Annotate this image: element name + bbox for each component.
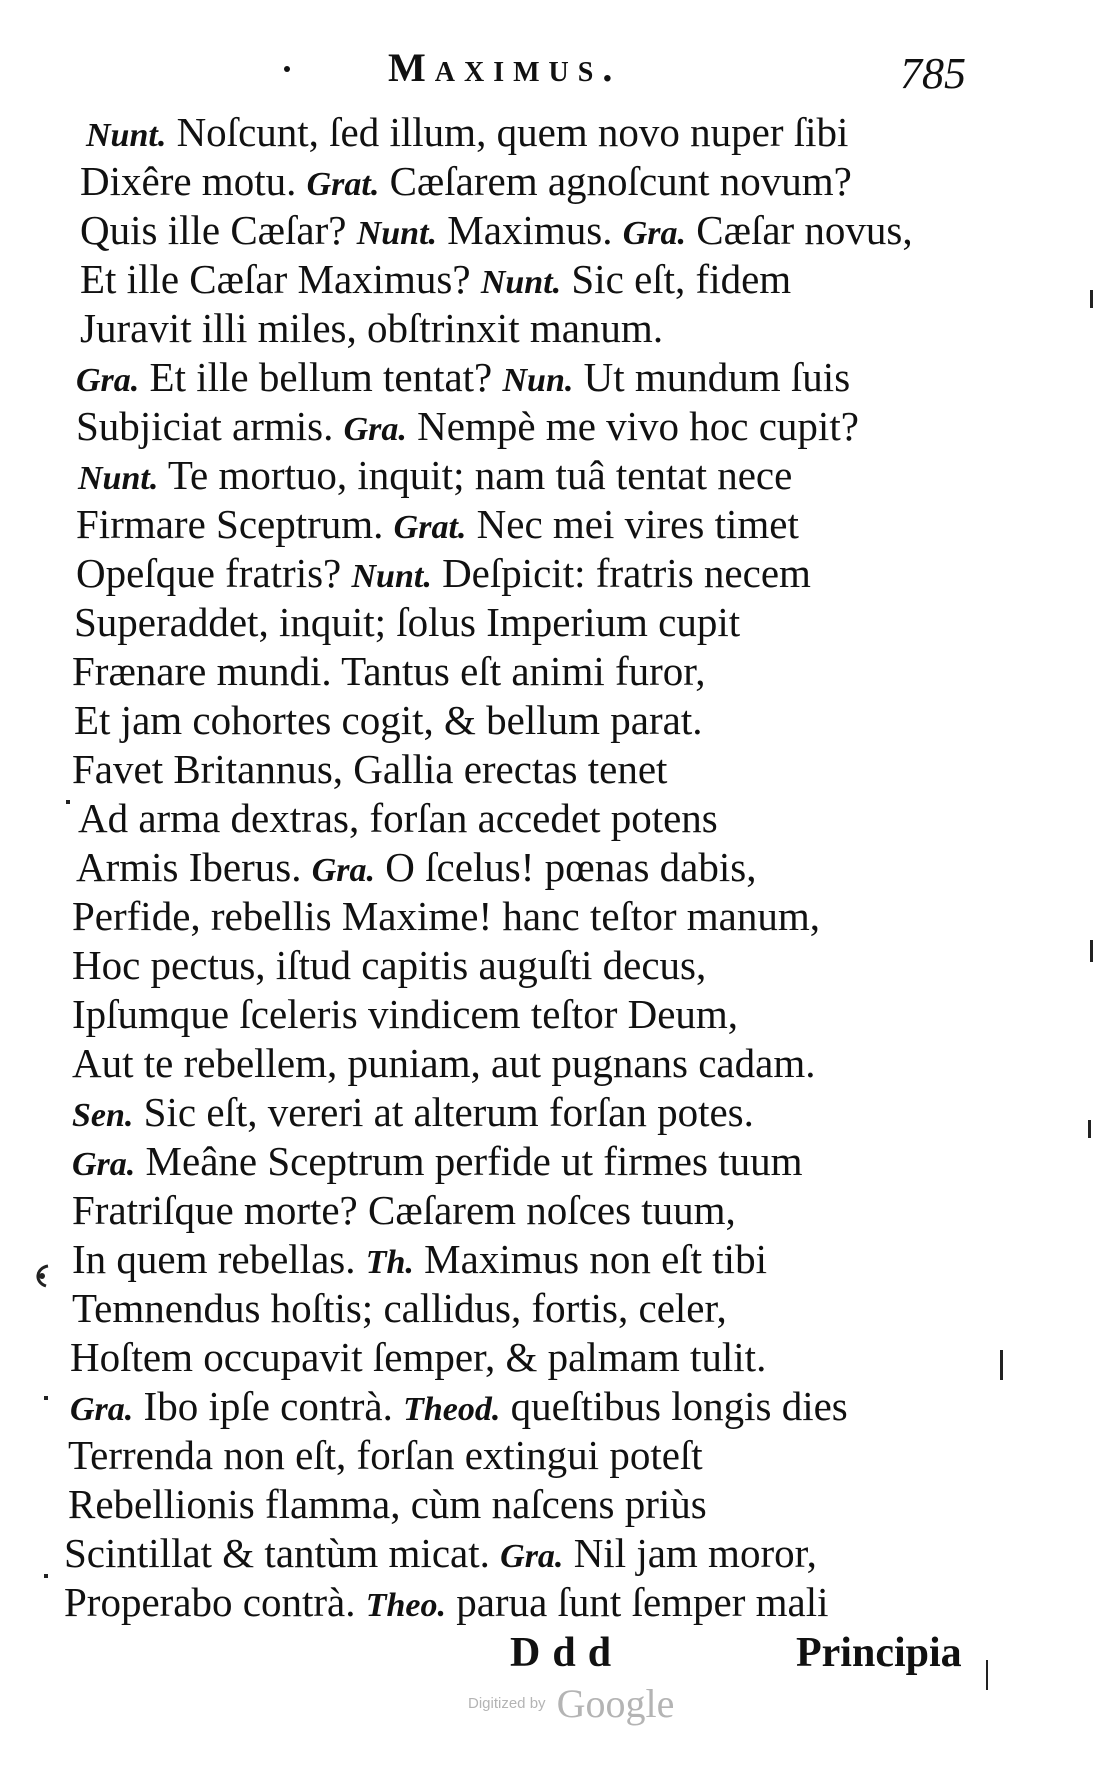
verse-line bbox=[70, 1333, 766, 1382]
speaker-label: Nunt. bbox=[86, 117, 167, 154]
verse-text: Cæſarem agnoſcunt novum? bbox=[379, 158, 852, 204]
verse-text: Aut te rebellem, puniam, aut pugnans cadam. bbox=[72, 1040, 816, 1086]
verse-text: Rebellionis flamma, cùm naſcens priùs bbox=[68, 1481, 707, 1527]
verse-line bbox=[72, 1137, 803, 1186]
verse-text: O ſcelus! pœnas dabis, bbox=[375, 844, 757, 890]
verse-text: Meâne Sceptrum perfide ut firmes tuum bbox=[135, 1138, 803, 1184]
verse-text: Et ille Cæſar Maximus? bbox=[80, 256, 481, 302]
scan-speck bbox=[1090, 290, 1093, 308]
speaker-label: Gra. bbox=[76, 362, 140, 399]
verse-text: Maximus non eſt tibi bbox=[413, 1236, 767, 1282]
verse-line bbox=[72, 745, 667, 794]
scan-speck bbox=[44, 1574, 48, 1578]
speaker-label: Gra. bbox=[72, 1146, 136, 1183]
verse-text: queſtibus longis dies bbox=[500, 1383, 848, 1429]
verse-line bbox=[80, 206, 913, 255]
verse-line bbox=[78, 794, 718, 843]
verse-line bbox=[68, 1480, 707, 1529]
verse-line bbox=[74, 696, 703, 745]
speaker-label: Gra. bbox=[622, 215, 686, 252]
verse-line bbox=[72, 1235, 767, 1284]
verse-text: Hoc pectus, iſtud capitis auguſti decus, bbox=[72, 942, 707, 988]
verse-line bbox=[72, 1284, 727, 1333]
verse-line bbox=[72, 647, 706, 696]
verse-text: Scintillat & tantùm micat. bbox=[64, 1530, 501, 1576]
verse-text: Armis Iberus. bbox=[76, 844, 312, 890]
page-number: 785 bbox=[900, 49, 966, 98]
speaker-label: Gra. bbox=[343, 411, 407, 448]
verse-text: Te mortuo, inquit; nam tuâ tentat nece bbox=[158, 452, 793, 498]
verse-line bbox=[76, 500, 799, 549]
verse-line bbox=[72, 1088, 754, 1137]
watermark-prefix: Digitized by bbox=[468, 1695, 546, 1712]
verse-text: Nec mei vires timet bbox=[466, 501, 799, 547]
verse-text: Subjiciat armis. bbox=[76, 403, 344, 449]
verse-line bbox=[64, 1578, 829, 1627]
verse-line bbox=[76, 549, 811, 598]
speaker-label: Gra. bbox=[500, 1538, 564, 1575]
verse-line bbox=[80, 304, 663, 353]
verse-line bbox=[80, 255, 791, 304]
scan-speck bbox=[44, 1396, 48, 1400]
scan-speck bbox=[1000, 1350, 1003, 1380]
speaker-label: Nunt. bbox=[480, 264, 562, 301]
verse-line bbox=[86, 108, 848, 157]
verse-line bbox=[64, 1529, 817, 1578]
verse-text: Terrenda non eſt, forſan extingui poteſt bbox=[68, 1432, 703, 1478]
verse-text: In quem rebellas. bbox=[72, 1236, 366, 1282]
speaker-label: Th. bbox=[365, 1244, 414, 1281]
catchword: Principia bbox=[796, 1630, 962, 1676]
verse-text: Ut mundum ſuis bbox=[573, 354, 851, 400]
verse-line bbox=[72, 941, 706, 990]
speaker-label: Nunt. bbox=[356, 215, 438, 252]
verse-text: Quis ille Cæſar? bbox=[80, 207, 357, 253]
digitization-watermark bbox=[468, 1680, 674, 1730]
verse-text: Sic eſt, vereri at alterum forſan potes. bbox=[133, 1089, 754, 1135]
verse-text: Properabo contrà. bbox=[64, 1579, 366, 1625]
verse-text: Superaddet, inquit; ſolus Imperium cupit bbox=[74, 599, 741, 645]
speaker-label: Sen. bbox=[72, 1097, 134, 1134]
verse-text: Maximus. bbox=[437, 207, 623, 253]
speaker-label: Gra. bbox=[311, 852, 376, 889]
page-foot bbox=[0, 1629, 1000, 1679]
speaker-label: Nunt. bbox=[78, 460, 159, 497]
verse-text: Noſcunt, ſed illum, quem novo nuper ſibi bbox=[166, 109, 849, 155]
verse-text: Dixêre motu. bbox=[80, 158, 307, 204]
speaker-label: Theo. bbox=[365, 1587, 446, 1624]
verse-line bbox=[68, 1431, 703, 1480]
verse-line bbox=[76, 843, 756, 892]
verse-text: Ibo ipſe contrà. bbox=[133, 1383, 404, 1429]
speaker-label: Grat. bbox=[393, 509, 467, 546]
verse-text: Et jam cohortes cogit, & bellum parat. bbox=[74, 697, 703, 743]
verse-text: Opeſque fratris? bbox=[76, 550, 352, 596]
verse-text: Nil jam moror, bbox=[563, 1530, 817, 1576]
verse-text: Perfide, rebellis Maxime! hanc teſtor manum, bbox=[72, 893, 821, 939]
speaker-label: Grat. bbox=[306, 166, 380, 203]
verse-text: parua ſunt ſemper mali bbox=[445, 1579, 829, 1625]
verse-text: Temnendus hoſtis; callidus, fortis, celer, bbox=[72, 1285, 727, 1331]
verse-text: Nempè me vivo hoc cupit? bbox=[406, 403, 859, 449]
head-ornament-dot bbox=[284, 66, 290, 72]
verse-line bbox=[72, 1186, 736, 1235]
verse-text: Hoſtem occupavit ſemper, & palmam tulit. bbox=[70, 1334, 767, 1380]
scan-speck bbox=[986, 1660, 988, 1690]
verse-text: Et ille bellum tentat? bbox=[139, 354, 503, 400]
scan-speck bbox=[1090, 940, 1093, 962]
verse-text: Sic eſt, fidem bbox=[561, 256, 792, 302]
verse-line bbox=[72, 990, 738, 1039]
verse-text: Fratriſque morte? Cæſarem noſces tuum, bbox=[72, 1187, 736, 1233]
verse-text: Deſpicit: fratris necem bbox=[431, 550, 811, 596]
verse-line bbox=[70, 1382, 848, 1431]
speaker-label: Theod. bbox=[403, 1391, 501, 1428]
verse-text: Frænare mundi. Tantus eſt animi furor, bbox=[72, 648, 706, 694]
verse-text: Favet Britannus, Gallia erectas tenet bbox=[72, 746, 668, 792]
speaker-label: Gra. bbox=[70, 1391, 134, 1428]
verse-text: Ad arma dextras, forſan accedet potens bbox=[78, 795, 718, 841]
verse-line bbox=[76, 402, 859, 451]
marginal-bracket-icon bbox=[28, 1262, 56, 1290]
verse-line bbox=[72, 892, 820, 941]
speaker-label: Nunt. bbox=[351, 558, 432, 595]
verse-text: Ipſumque ſceleris vindicem teſtor Deum, bbox=[72, 991, 739, 1037]
verse-line bbox=[72, 1039, 815, 1088]
scan-speck bbox=[66, 800, 70, 804]
verse-line bbox=[74, 598, 740, 647]
verse-line bbox=[78, 451, 792, 500]
verse-text: Juravit illi miles, obſtrinxit manum. bbox=[80, 305, 664, 351]
verse-text: Cæſar novus, bbox=[686, 207, 913, 253]
watermark-logo: Google bbox=[556, 1681, 675, 1726]
running-title: Maximus. bbox=[388, 45, 622, 90]
signature-mark: Ddd bbox=[510, 1630, 624, 1676]
running-head bbox=[0, 44, 1098, 104]
verse-line bbox=[80, 157, 852, 206]
speaker-label: Nun. bbox=[502, 362, 574, 399]
verse-text: Firmare Sceptrum. bbox=[76, 501, 394, 547]
verse-line bbox=[76, 353, 850, 402]
scan-speck bbox=[1088, 1120, 1091, 1138]
